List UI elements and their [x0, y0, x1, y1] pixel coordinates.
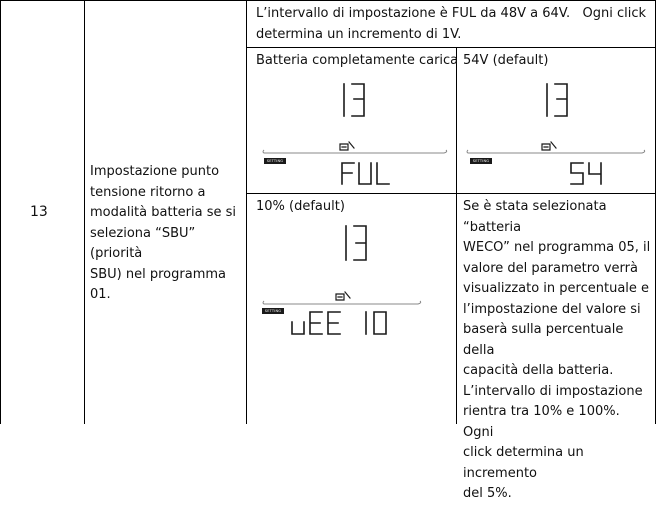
setting-badge: SETTING [470, 158, 492, 164]
table-border-top [0, 0, 656, 1]
cell-label-10pct-default: 10% (default) [256, 199, 345, 214]
cell-label-full-battery: Batteria completamente carica [256, 53, 459, 68]
col-divider-1 [84, 0, 85, 424]
col-divider-2 [246, 0, 247, 424]
setting-badge: SETTING [264, 158, 286, 164]
lcd-program-digits [462, 78, 652, 190]
lcd-display-ful [258, 78, 454, 190]
cell-label-54v-default: 54V (default) [463, 53, 549, 68]
program-number: 13 [30, 204, 48, 220]
row-divider-1 [246, 47, 656, 48]
table-border-left [0, 0, 1, 424]
lcd-display-wee-10 [258, 222, 454, 422]
range-note: L’intervallo di impostazione è FUL da 48V a 64V. Ogni click determina un incremento di 1V. [256, 6, 647, 42]
row-divider-2 [246, 193, 656, 194]
lcd-program-digits [258, 222, 454, 422]
lcd-program-digits [258, 78, 454, 190]
weco-explanation: Se è stata selezionata “batteria WECO” nel programma 05, il valore del parametro verrà visualizzato in percentuale e l’impostazione del valore si baserà sulla percentuale della capacità della batteria. L’intervallo di impostazione rientra tra 10% e 100%. Ogni click determina un incremento del 5%. [463, 199, 651, 501]
setting-badge: SETTING [262, 308, 284, 314]
col-divider-3 [456, 47, 457, 424]
program-description: Impostazione punto tensione ritorno a modalità batteria se si seleziona “SBU” (priorità SBU) nel programma 01. [90, 164, 237, 302]
lcd-display-54 [462, 78, 652, 190]
